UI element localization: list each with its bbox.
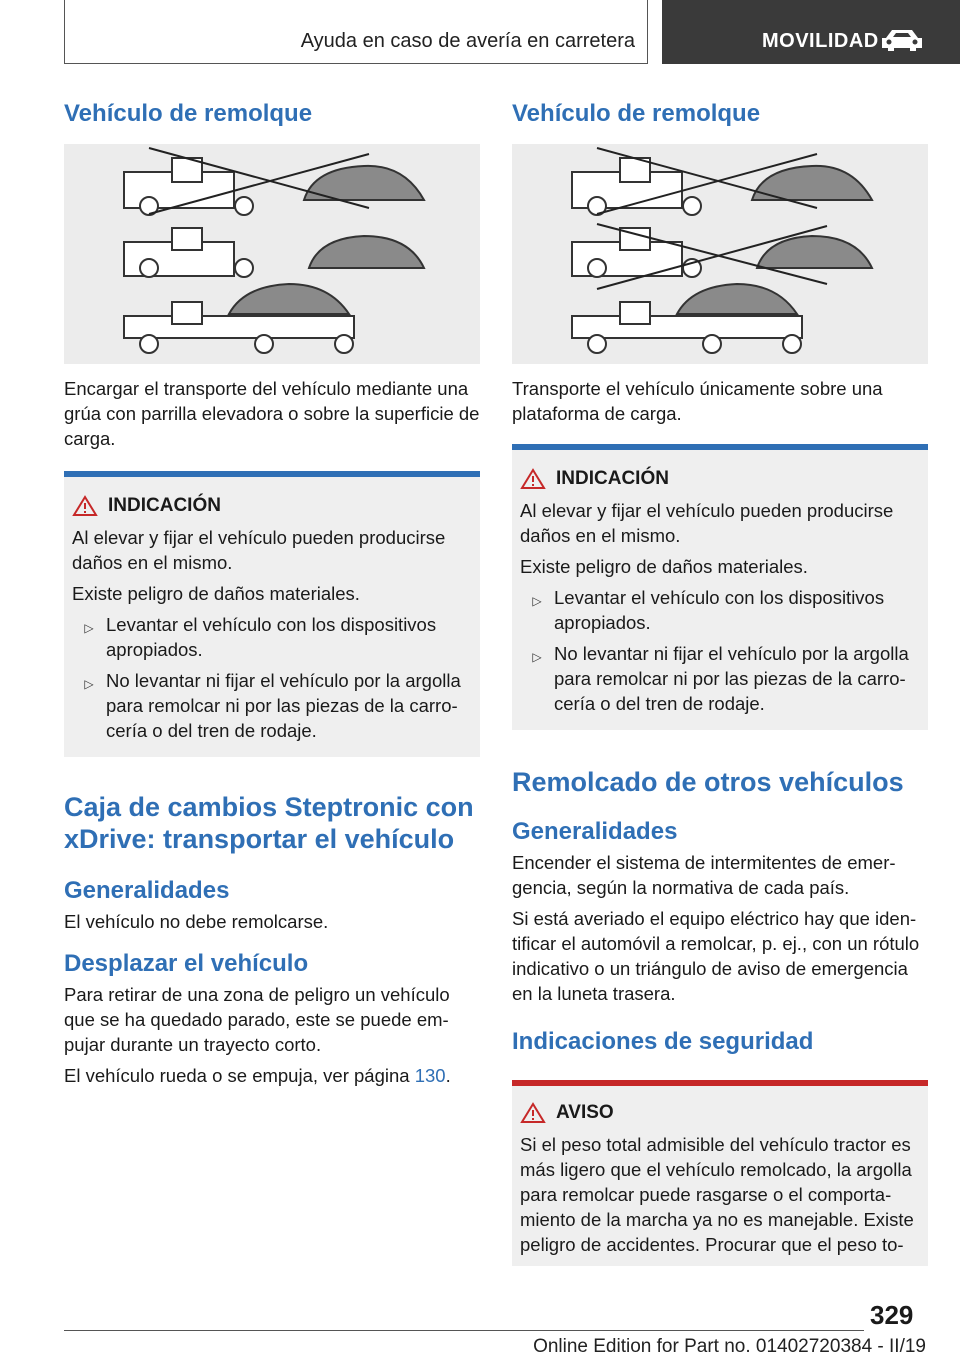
right-towing-caption: Transporte el vehículo únicamente sobre una plataforma de carga. (512, 378, 883, 424)
bullet-triangle-icon: ▷ (84, 677, 94, 691)
right-note-text2: Existe peligro de daños materiales. (520, 556, 808, 577)
header-section-box (64, 0, 648, 64)
right-towing-title: Vehículo de remolque (512, 100, 761, 127)
move-text1: Para retirar de una zona de peligro un vehículo que se ha quedado parado, este se puede empujar durante un trayecto corto. (64, 984, 450, 1055)
list-item-text: No levantar ni fijar el vehículo por la argolla para remolcar ni por las piezas de la carrocería o del tren de rodaje. (106, 670, 461, 741)
move-text2-suffix: . (445, 1065, 451, 1086)
list-item (72, 612, 472, 662)
tow-trucks-illustration (512, 144, 928, 364)
list-item-text: Levantar el vehículo con los dispositivos apropiados. (554, 587, 885, 633)
left-general-text: El vehículo no debe remolcarse. (64, 911, 329, 932)
right-general-text2: Si está averiado el equipo eléctrico hay que identificar el automóvil a remolcar, p. ej., con un rótulo indicativo o un triángulo de aviso de emergencia en la luneta trasera. (512, 908, 920, 1004)
left-towing-title: Vehículo de remolque (64, 100, 313, 127)
footer-edition: Online Edition for Part no. 01402720384 - II/19 (533, 1336, 926, 1357)
list-item (520, 641, 920, 716)
towing-illustration-right (512, 144, 928, 364)
move-title: Desplazar el vehículo (64, 950, 309, 977)
left-note-header (72, 495, 472, 517)
right-note-header (520, 468, 920, 490)
page-number: 329 (870, 1300, 914, 1330)
warning-text: Si el peso total admisible del vehículo tractor es más ligero que el vehículo remolcado, la argolla para remolcar puede rasgarse o el comportamiento de la marcha ya no es manejable. Existe peligro de accidentes. Procurar que el peso to- (520, 1134, 914, 1255)
safety-title: Indicaciones de seguridad (512, 1028, 814, 1055)
left-towing-caption: Encargar el transporte del vehículo mediante una grúa con parrilla elevadora o sobre la superficie de carga. (64, 378, 480, 449)
car-icon (880, 28, 924, 52)
bullet-triangle-icon: ▷ (532, 594, 542, 608)
list-item-text: No levantar ni fijar el vehículo por la argolla para remolcar ni por las piezas de la carrocería o del tren de rodaje. (554, 643, 909, 714)
header-section-title: Ayuda en caso de avería en carretera (300, 30, 635, 52)
page-reference-link[interactable]: 130 (414, 1065, 446, 1086)
warning-label: AVISO (556, 1102, 614, 1123)
list-item-text: Levantar el vehículo con los dispositivos apropiados. (106, 614, 437, 660)
left-note-text2: Existe peligro de daños materiales. (72, 583, 360, 604)
right-general-title: Generalidades (512, 818, 678, 845)
right-general-text1: Encender el sistema de intermitentes de emergencia, según la normativa de cada país. (512, 852, 896, 898)
tow-trucks-illustration (64, 144, 480, 364)
footer-divider (64, 1330, 864, 1331)
other-vehicles-title: Remolcado de otros vehículos (512, 767, 904, 797)
warning-triangle-icon (520, 468, 546, 490)
header-chapter-label: MOVILIDAD (762, 30, 879, 52)
warning-triangle-icon (520, 1102, 546, 1124)
list-item (520, 585, 920, 635)
right-note-box (512, 444, 928, 730)
towing-illustration-left (64, 144, 480, 364)
bullet-triangle-icon: ▷ (84, 621, 94, 635)
right-note-text1: Al elevar y fijar el vehículo pueden producirse daños en el mismo. (520, 500, 894, 546)
left-note-label: INDICACIÓN (108, 495, 221, 516)
bullet-triangle-icon: ▷ (532, 650, 542, 664)
header-chapter-box (662, 0, 960, 64)
list-item (72, 668, 472, 743)
right-note-label: INDICACIÓN (556, 468, 669, 489)
warning-box (512, 1080, 928, 1266)
move-text2-prefix: El vehículo rueda o se empuja, ver página (64, 1065, 415, 1086)
left-note-text1: Al elevar y fijar el vehículo pueden producirse daños en el mismo. (72, 527, 446, 573)
left-general-title: Generalidades (64, 877, 230, 904)
warning-triangle-icon (72, 495, 98, 517)
left-note-box (64, 471, 480, 757)
steptronic-title: Caja de cambios Steptronic con xDrive: transportar el vehículo (64, 792, 474, 854)
warning-header (520, 1102, 920, 1124)
move-text2 (64, 1063, 480, 1088)
